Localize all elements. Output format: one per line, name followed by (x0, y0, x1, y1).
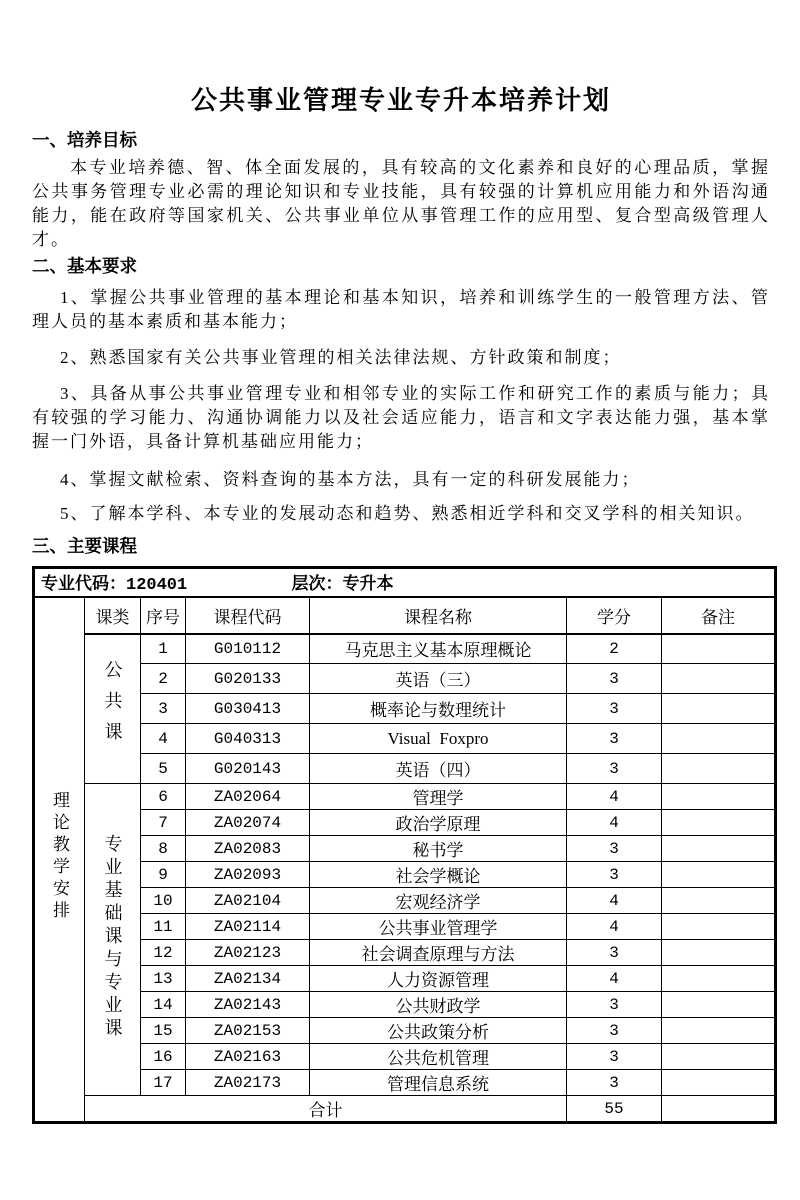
course-credits-cell: 3 (567, 664, 662, 694)
course-no-cell: 5 (141, 754, 186, 784)
course-credits-cell: 4 (567, 888, 662, 914)
course-note-cell (662, 862, 776, 888)
course-name-cell: 管理学 (310, 784, 567, 810)
course-table (32, 566, 777, 1124)
course-note-cell (662, 992, 776, 1018)
course-credits-cell: 3 (567, 1070, 662, 1096)
course-credits-cell: 3 (567, 1018, 662, 1044)
course-credits-cell: 2 (567, 634, 662, 664)
course-no-cell: 13 (141, 966, 186, 992)
course-row (34, 784, 776, 810)
course-no-cell: 15 (141, 1018, 186, 1044)
table-meta-row (34, 568, 776, 597)
course-row (34, 940, 776, 966)
course-name-cell: 公共危机管理 (310, 1044, 567, 1070)
side-label: 理论教学安排 (50, 790, 69, 923)
table-meta-cell (34, 568, 776, 597)
section-courses-heading: 三、主要课程 (32, 536, 137, 556)
course-row (34, 1070, 776, 1096)
total-note-cell (662, 1096, 776, 1123)
course-credits-cell: 3 (567, 1044, 662, 1070)
course-no-cell: 7 (141, 810, 186, 836)
course-name-cell: 公共政策分析 (310, 1018, 567, 1044)
course-row (34, 664, 776, 694)
course-row (34, 914, 776, 940)
course-no-cell: 2 (141, 664, 186, 694)
course-row (34, 754, 776, 784)
course-name-cell: 政治学原理 (310, 810, 567, 836)
course-category-label: 专业基础课与专业课 (102, 833, 123, 1041)
course-name-cell: 人力资源管理 (310, 966, 567, 992)
course-code-cell: G040313 (186, 724, 310, 754)
course-no-cell: 10 (141, 888, 186, 914)
course-category-label: 公共课 (102, 659, 123, 753)
course-note-cell (662, 1044, 776, 1070)
course-name-cell: 马克思主义基本原理概论 (310, 634, 567, 664)
requirement-item-4: 4、掌握文献检索、资料查询的基本方法，具有一定的科研发展能力； (60, 470, 641, 489)
course-name-cell: 英语（四） (310, 754, 567, 784)
course-no-cell: 9 (141, 862, 186, 888)
total-credits-cell: 55 (567, 1096, 662, 1123)
course-note-cell (662, 634, 776, 664)
course-code-cell: ZA02104 (186, 888, 310, 914)
course-name-cell: 公共事业管理学 (310, 914, 567, 940)
side-label-cell (34, 597, 85, 1123)
course-no-cell: 1 (141, 634, 186, 664)
course-credits-cell: 3 (567, 940, 662, 966)
course-no-cell: 4 (141, 724, 186, 754)
requirement-item-2: 2、熟悉国家有关公共事业管理的相关法律法规、方针政策和制度； (60, 348, 622, 367)
course-row (34, 810, 776, 836)
course-no-cell: 3 (141, 694, 186, 724)
requirement-item-3: 3、具备从事公共事业管理专业和相邻专业的实际工作和研究工作的素质与能力；具有较强的学习能力、沟通协调能力以及社会适应能力，语言和文字表达能力强，基本掌握一门外语，具备计算机基础应用能力； (32, 384, 770, 451)
course-note-cell (662, 694, 776, 724)
course-code-cell: ZA02173 (186, 1070, 310, 1096)
course-credits-cell: 4 (567, 966, 662, 992)
page-title: 公共事业管理专业专升本培养计划 (190, 85, 611, 115)
course-code-cell: ZA02143 (186, 992, 310, 1018)
level-label: 层次：专升本 (291, 576, 394, 596)
total-label-cell: 合计 (85, 1096, 567, 1123)
column-header-code: 课程代码 (186, 597, 310, 634)
course-note-cell (662, 754, 776, 784)
table-header-row (34, 597, 776, 634)
course-code-cell: ZA02093 (186, 862, 310, 888)
total-row (34, 1096, 776, 1123)
course-code-cell: ZA02153 (186, 1018, 310, 1044)
course-note-cell (662, 940, 776, 966)
column-header-credits: 学分 (567, 597, 662, 634)
course-row (34, 966, 776, 992)
course-credits-cell: 3 (567, 724, 662, 754)
course-name-cell: 英语（三） (310, 664, 567, 694)
course-no-cell: 8 (141, 836, 186, 862)
course-row (34, 694, 776, 724)
course-credits-cell: 4 (567, 914, 662, 940)
requirement-item-5: 5、了解本学科、本专业的发展动态和趋势、熟悉相近学科和交叉学科的相关知识。 (60, 504, 755, 523)
course-row (34, 634, 776, 664)
course-no-cell: 12 (141, 940, 186, 966)
course-note-cell (662, 1070, 776, 1096)
course-name-cell: 概率论与数理统计 (310, 694, 567, 724)
course-note-cell (662, 810, 776, 836)
course-name-cell: 社会学概论 (310, 862, 567, 888)
major-code-label: 专业代码：120401 (41, 576, 188, 596)
course-code-cell: G020133 (186, 664, 310, 694)
course-note-cell (662, 914, 776, 940)
objectives-paragraph: 本专业培养德、智、体全面发展的，具有较高的文化素养和良好的心理品质，掌握公共事务管理专业必需的理论知识和专业技能，具有较强的计算机应用能力和外语沟通能力，能在政府等国家机关、公共事业单位从事管理工作的应用型、复合型高级管理人才。 (32, 158, 770, 249)
course-credits-cell: 3 (567, 992, 662, 1018)
course-credits-cell: 3 (567, 694, 662, 724)
column-header-note: 备注 (662, 597, 776, 634)
course-note-cell (662, 966, 776, 992)
section-requirements-heading: 二、基本要求 (32, 256, 137, 276)
column-header-category: 课类 (85, 597, 141, 634)
course-credits-cell: 3 (567, 862, 662, 888)
course-name-cell: 公共财政学 (310, 992, 567, 1018)
column-header-name: 课程名称 (310, 597, 567, 634)
course-code-cell: G030413 (186, 694, 310, 724)
course-name-cell: Visual Foxpro (310, 724, 567, 754)
course-credits-cell: 3 (567, 836, 662, 862)
course-credits-cell: 4 (567, 784, 662, 810)
course-code-cell: G020143 (186, 754, 310, 784)
course-category-cell (85, 784, 141, 1096)
course-row (34, 992, 776, 1018)
course-no-cell: 17 (141, 1070, 186, 1096)
course-code-cell: ZA02134 (186, 966, 310, 992)
course-note-cell (662, 664, 776, 694)
course-row (34, 862, 776, 888)
course-name-cell: 社会调查原理与方法 (310, 940, 567, 966)
course-credits-cell: 3 (567, 754, 662, 784)
requirement-item-1: 1、掌握公共事业管理的基本理论和基本知识，培养和训练学生的一般管理方法、管理人员的基本素质和基本能力； (32, 288, 770, 331)
course-no-cell: 11 (141, 914, 186, 940)
course-name-cell: 宏观经济学 (310, 888, 567, 914)
course-code-cell: ZA02083 (186, 836, 310, 862)
course-code-cell: ZA02114 (186, 914, 310, 940)
course-row (34, 836, 776, 862)
course-name-cell: 秘书学 (310, 836, 567, 862)
course-credits-cell: 4 (567, 810, 662, 836)
course-note-cell (662, 784, 776, 810)
course-note-cell (662, 888, 776, 914)
course-no-cell: 16 (141, 1044, 186, 1070)
course-table-body (34, 568, 776, 1123)
course-code-cell: ZA02074 (186, 810, 310, 836)
course-row (34, 888, 776, 914)
course-code-cell: ZA02123 (186, 940, 310, 966)
course-name-cell: 管理信息系统 (310, 1070, 567, 1096)
course-category-cell (85, 634, 141, 784)
course-note-cell (662, 836, 776, 862)
course-code-cell: ZA02163 (186, 1044, 310, 1070)
column-header-no: 序号 (141, 597, 186, 634)
course-no-cell: 14 (141, 992, 186, 1018)
course-code-cell: ZA02064 (186, 784, 310, 810)
course-row (34, 724, 776, 754)
course-no-cell: 6 (141, 784, 186, 810)
course-note-cell (662, 1018, 776, 1044)
course-note-cell (662, 724, 776, 754)
course-row (34, 1044, 776, 1070)
course-row (34, 1018, 776, 1044)
course-code-cell: G010112 (186, 634, 310, 664)
section-objectives-heading: 一、培养目标 (32, 130, 137, 150)
